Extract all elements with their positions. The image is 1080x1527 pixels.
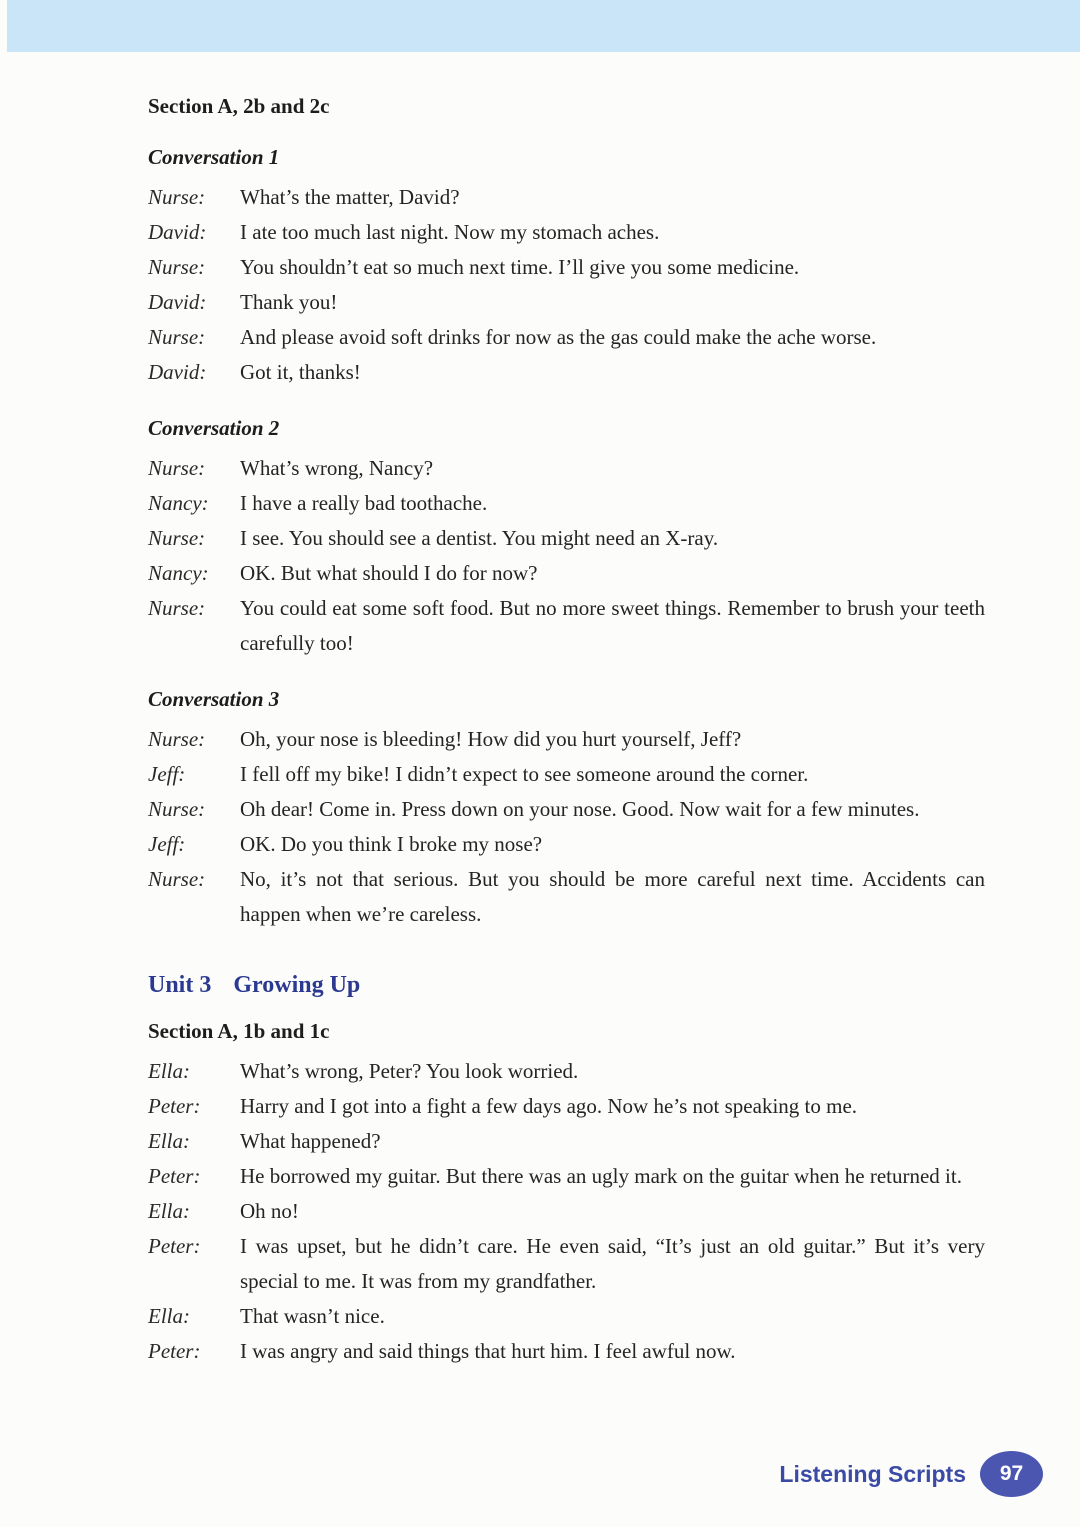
utterance-text: You could eat some soft food. But no more sweet things. Remember to brush your teeth carefully too! xyxy=(240,596,985,655)
utterance-text: No, it’s not that serious. But you should be more careful next time. Accidents can happen when we’re careless. xyxy=(240,867,985,926)
conversation-title: Conversation 1 xyxy=(148,145,280,169)
utterance-text: And please avoid soft drinks for now as the gas could make the ache worse. xyxy=(240,325,877,349)
speaker-label: Nurse: xyxy=(148,255,206,279)
page-top-band xyxy=(7,0,1080,52)
utterance-text: Harry and I got into a fight a few days ago. Now he’s not speaking to me. xyxy=(240,1094,858,1118)
speaker-label: David: xyxy=(148,220,207,244)
dialogue-line xyxy=(148,1124,985,1159)
dialogue-line xyxy=(148,320,985,355)
conversation-3 xyxy=(148,687,985,932)
speaker-label: Peter: xyxy=(148,1234,201,1258)
speaker-label: Jeff: xyxy=(148,832,186,856)
conversation-title: Conversation 2 xyxy=(148,416,280,440)
dialogue-line xyxy=(148,285,985,320)
speaker-label: Nurse: xyxy=(148,185,206,209)
dialogue-line xyxy=(148,792,985,827)
dialogue-line xyxy=(148,722,985,757)
utterance-text: I have a really bad toothache. xyxy=(240,491,488,515)
dialogue-line xyxy=(148,355,985,390)
speaker-label: Nancy: xyxy=(148,491,209,515)
dialogue-line xyxy=(148,1159,985,1194)
speaker-label: Nurse: xyxy=(148,727,206,751)
dialogue-line xyxy=(148,827,985,862)
speaker-label: Nurse: xyxy=(148,456,206,480)
conversation-title: Conversation 3 xyxy=(148,687,280,711)
dialogue-line xyxy=(148,521,985,556)
utterance-text: Thank you! xyxy=(240,290,338,314)
utterance-text: OK. But what should I do for now? xyxy=(240,561,538,585)
section-heading: Section A, 1b and 1c xyxy=(148,1019,330,1043)
utterance-text: What’s wrong, Peter? You look worried. xyxy=(240,1059,579,1083)
speaker-label: Ella: xyxy=(148,1199,190,1223)
unit-number: Unit 3 xyxy=(148,972,212,998)
conversation-1 xyxy=(148,145,985,390)
dialogue-line xyxy=(148,556,985,591)
speaker-label: Peter: xyxy=(148,1164,201,1188)
unit-heading xyxy=(148,972,985,999)
speaker-label: Jeff: xyxy=(148,762,186,786)
dialogue-line xyxy=(148,215,985,250)
dialogue-line xyxy=(148,1194,985,1229)
utterance-text: I fell off my bike! I didn’t expect to see someone around the corner. xyxy=(240,762,809,786)
utterance-text: I see. You should see a dentist. You might need an X-ray. xyxy=(240,526,719,550)
dialogue-line xyxy=(148,591,985,661)
utterance-text: You shouldn’t eat so much next time. I’ll give you some medicine. xyxy=(240,255,800,279)
dialogue-line xyxy=(148,862,985,932)
utterance-text: That wasn’t nice. xyxy=(240,1304,385,1328)
unit-title: Growing Up xyxy=(233,972,361,998)
speaker-label: David: xyxy=(148,290,207,314)
dialogue-line xyxy=(148,1299,985,1334)
utterance-text: He borrowed my guitar. But there was an ugly mark on the guitar when he returned it. xyxy=(240,1164,962,1188)
section-heading: Section A, 2b and 2c xyxy=(148,94,330,118)
speaker-label: Nurse: xyxy=(148,797,206,821)
utterance-text: Oh dear! Come in. Press down on your nose. Good. Now wait for a few minutes. xyxy=(240,797,920,821)
speaker-label: Ella: xyxy=(148,1059,190,1083)
speaker-label: Nurse: xyxy=(148,325,206,349)
dialogue-line xyxy=(148,250,985,285)
speaker-label: Nancy: xyxy=(148,561,209,585)
utterance-text: I was angry and said things that hurt him. I feel awful now. xyxy=(240,1339,736,1363)
utterance-text: OK. Do you think I broke my nose? xyxy=(240,832,543,856)
dialogue-line xyxy=(148,451,985,486)
dialogue-line xyxy=(148,1054,985,1089)
utterance-text: Oh, your nose is bleeding! How did you hurt yourself, Jeff? xyxy=(240,727,742,751)
speaker-label: David: xyxy=(148,360,207,384)
speaker-label: Ella: xyxy=(148,1304,190,1328)
speaker-label: Peter: xyxy=(148,1094,201,1118)
page-footer xyxy=(779,1451,1043,1497)
dialogue-line xyxy=(148,180,985,215)
utterance-text: What happened? xyxy=(240,1129,381,1153)
page-content xyxy=(148,52,985,1391)
utterance-text: What’s wrong, Nancy? xyxy=(240,456,434,480)
dialogue-line xyxy=(148,757,985,792)
conversation-2 xyxy=(148,416,985,661)
dialogue-line xyxy=(148,1229,985,1299)
utterance-text: What’s the matter, David? xyxy=(240,185,460,209)
speaker-label: Ella: xyxy=(148,1129,190,1153)
utterance-text: Got it, thanks! xyxy=(240,360,361,384)
page-number-badge: 97 xyxy=(980,1451,1043,1497)
speaker-label: Nurse: xyxy=(148,867,206,891)
speaker-label: Peter: xyxy=(148,1339,201,1363)
utterance-text: I ate too much last night. Now my stomach aches. xyxy=(240,220,660,244)
dialogue-line xyxy=(148,1089,985,1124)
unit3-dialogue xyxy=(148,1054,985,1369)
speaker-label: Nurse: xyxy=(148,526,206,550)
utterance-text: I was upset, but he didn’t care. He even said, “It’s just an old guitar.” But it’s very special to me. It was from my grandfather. xyxy=(240,1234,985,1293)
utterance-text: Oh no! xyxy=(240,1199,299,1223)
dialogue-line xyxy=(148,486,985,521)
footer-label: Listening Scripts xyxy=(779,1460,966,1487)
dialogue-line xyxy=(148,1334,985,1369)
speaker-label: Nurse: xyxy=(148,596,206,620)
